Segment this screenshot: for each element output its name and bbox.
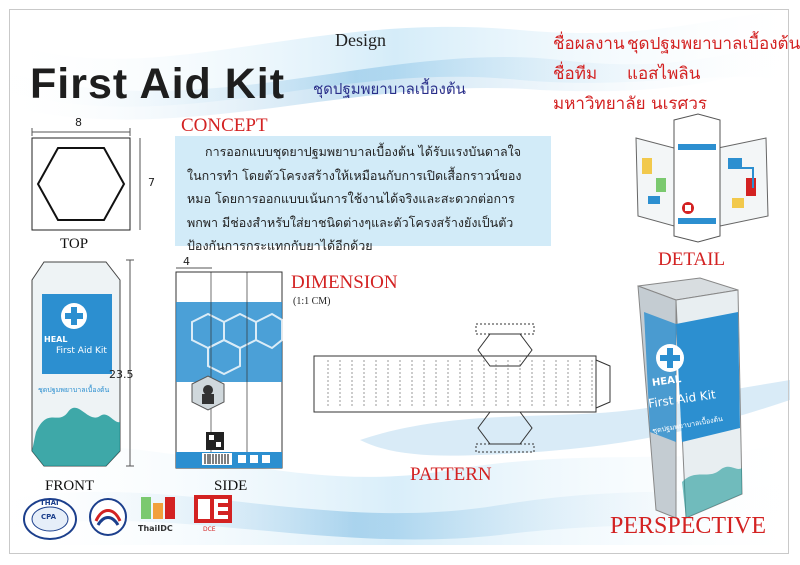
pattern-title: PATTERN	[410, 464, 492, 485]
design-label: Design	[335, 30, 386, 50]
thai-subtitle: ชุดปฐมพยาบาลเบื้องต้น	[313, 80, 466, 98]
top-view-drawing	[20, 120, 180, 240]
perspective-title: PERSPECTIVE	[610, 513, 767, 539]
top-view-label: TOP	[60, 236, 89, 252]
concept-line: การออกแบบชุดยาปฐมพยาบาลเบื้องต้น ได้รับแรงบันดาลใจ	[205, 144, 522, 159]
concept-title: CONCEPT	[181, 115, 268, 136]
university-name: มหาวิทยาลัย นเรศวร	[553, 94, 708, 114]
thai-idc-text: ThaiIDC	[138, 524, 173, 533]
detail-drawing	[628, 108, 778, 248]
team-value: แอสไพลิน	[627, 64, 701, 84]
work-name-label: ชื่อผลงาน	[553, 34, 625, 54]
concept-line: พกพา มีช่องสำหรับใส่ยาชนิดต่างๆและตัวโครงสร้างยังเป็นตัว	[187, 214, 514, 230]
main-title: First Aid Kit	[30, 60, 286, 108]
front-brand-text: HEAL	[44, 335, 68, 344]
dimension-scale: (1:1 CM)	[293, 296, 331, 307]
front-thai-text: ชุดปฐมพยาบาลเบื้องต้น	[38, 386, 110, 394]
dce-text: DCE	[203, 526, 216, 533]
side-view-label: SIDE	[214, 478, 248, 494]
pattern-dieline	[310, 320, 620, 455]
ministry-logo	[88, 495, 128, 539]
front-view-label: FRONT	[45, 478, 95, 494]
top-width-label: 8	[75, 116, 82, 129]
work-name-value: ชุดปฐมพยาบาลเบื้องต้น	[627, 34, 800, 54]
perspective-thai-text: ชุดปฐมพยาบาลเบื้องต้น	[651, 414, 724, 436]
concept-line: ในการทำ โดยตัวโครงสร้างให้เหมือนกับการเปิดเสื้อกราวน์ของ	[187, 167, 522, 183]
thai-cpa-top-text: THAI	[40, 499, 59, 507]
side-width-label: 4	[183, 255, 190, 268]
concept-line: ป้องกันการกระแทกกับยาได้อีกด้วย	[187, 238, 373, 253]
perspective-product-text: First Aid Kit	[647, 387, 717, 411]
pattern-fold-lines	[328, 360, 592, 408]
top-height-label: 7	[148, 176, 155, 189]
front-view-drawing	[28, 256, 138, 471]
side-view-drawing	[172, 262, 287, 472]
front-height-label: 23.5	[109, 368, 134, 381]
concept-line: หมอ โดยการออกแบบเน้นการใช้งานได้จริงและสะดวกต่อการ	[187, 191, 515, 206]
dimension-title: DIMENSION	[291, 272, 398, 293]
concept-box	[175, 136, 551, 253]
perspective-brand-text: HEAL	[651, 374, 682, 389]
detail-title: DETAIL	[658, 249, 726, 270]
thai-cpa-mid-text: CPA	[41, 513, 57, 521]
front-product-text: First Aid Kit	[56, 346, 107, 356]
team-label: ชื่อทีม	[553, 64, 598, 84]
